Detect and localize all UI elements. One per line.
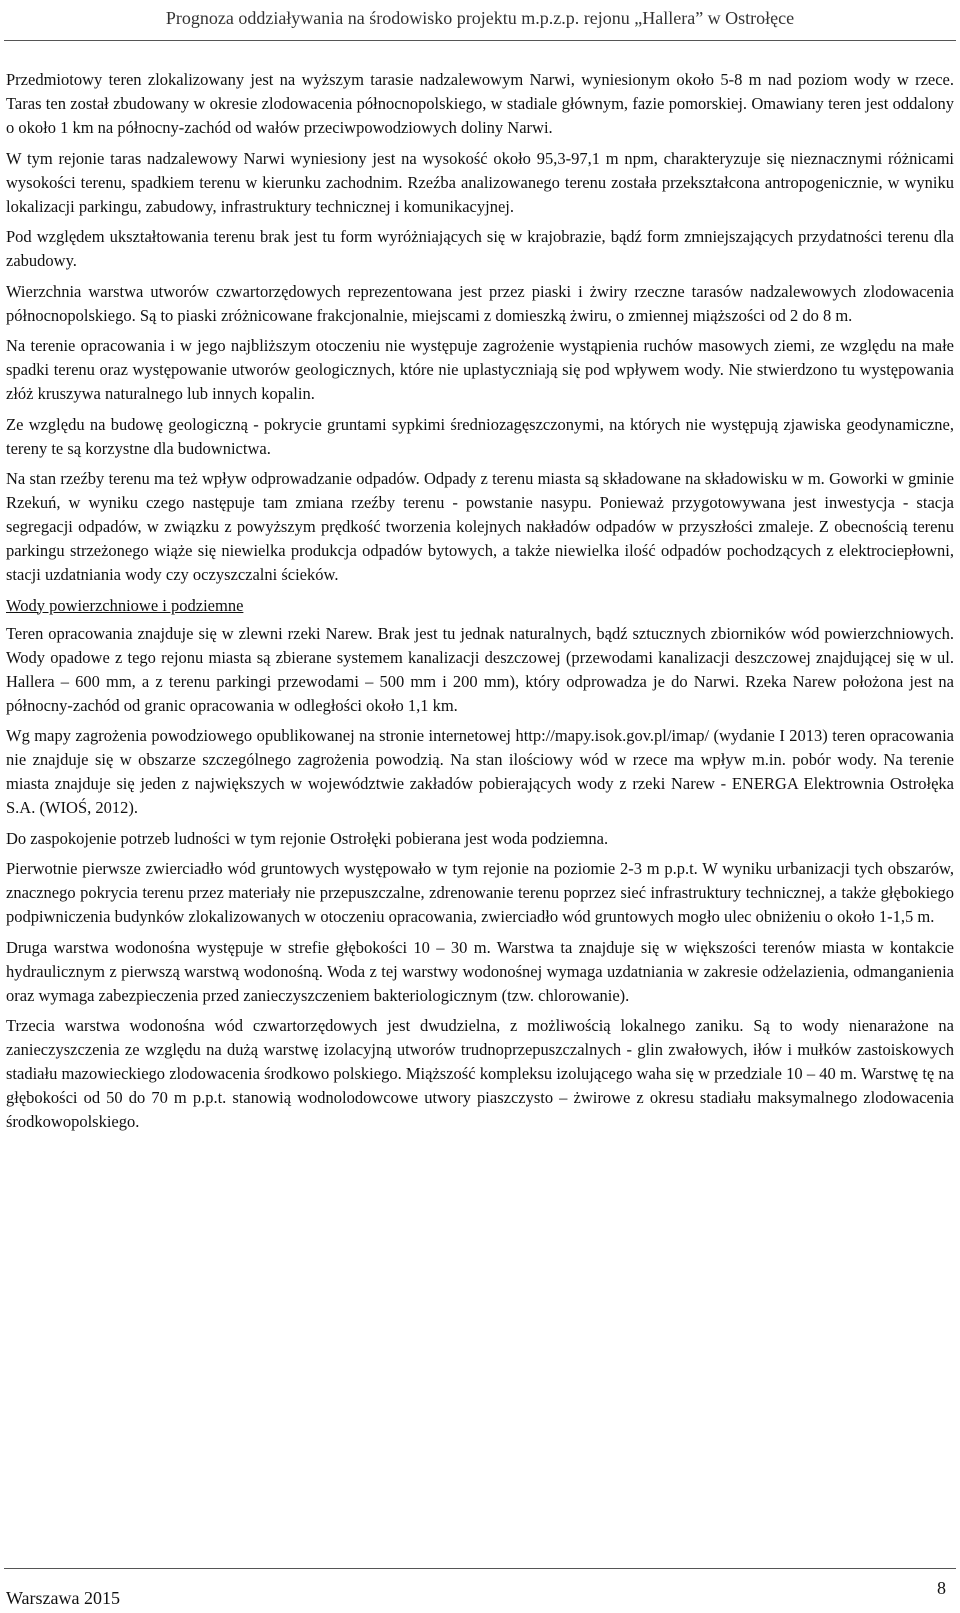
paragraph-mass-movement: Na terenie opracowania i w jego najbliższym otoczeniu nie występuje zagrożenie wystąpienia ruchów masowych ziemi, ze względu na małe spadki terenu oraz występowanie utworów geologicznych, które nie uplastyczniają się pod wpływem wody. Nie stwierdzono tu występowania złóż kruszywa naturalnego lub innych kopalin. (6, 336, 954, 403)
footer-divider (4, 1568, 956, 1569)
paragraph-third-aquifer: Trzecia warstwa wodonośna wód czwartorzędowych jest dwudzielna, z możliwością lokalnego zaniku. Są to wody nienarażone na zanieczyszczenia ze względu na dużą warstwę izolacyjną utworów trudnoprzepuszczalnych - glin zwałowych, iłów i mułków zastoiskowych stadiału mazowieckiego zlodowacenia środkowo polskiego. Miąższość kompleksu izolującego waha się w przedziale 10 – 40 m. Warstwę tę na głębokości od 50 do 70 m p.p.t. stanowią wodnolodowcowe utwory piaszczysto – żwirowe z okresu stadiału maksymalnego zlodowacenia środkowopolskiego. (6, 1016, 954, 1131)
paragraph-geology-construction: Ze względu na budowę geologiczną - pokrycie gruntami sypkimi średniozagęszczonymi, na których nie występują zjawiska geodynamiczne, tereny te są korzystne dla budownictwa. (6, 414, 954, 458)
page-header (0, 0, 960, 48)
paragraph-second-aquifer: Druga warstwa wodonośna występuje w strefie głębokości 10 – 30 m. Warstwa ta znajduje się w większości terenów miasta w kontakcie hydraulicznym z pierwszą warstwą wodonośną. Woda z tej warstwy wodonośnej wymaga uzdatniania w zakresie odżelazienia, odmanganienia oraz wymaga zabezpieczenia przed zanieczyszczeniem bakteriologicznym (tzw. chlorowanie). (6, 937, 954, 1005)
paragraph-landforms: Pod względem ukształtowania terenu brak jest tu form wyróżniających się w krajobrazie, bądź form zmniejszających przydatności terenu dla zabudowy. (6, 227, 954, 270)
page-number: 8 (937, 1578, 946, 1598)
paragraph-surface-waters: Teren opracowania znajduje się w zlewni rzeki Narew. Brak jest tu jednak naturalnych, bądź sztucznych zbiorników wód powierzchniowych. Wody opadowe z tego rejonu miasta są zbierane systemem kanalizacji deszczowej (przewodami kanalizacji deszczowej znajdującej się w ul. Hallera – 600 mm, a z terenu parkingi przewodami – 500 mm i 200 mm), który odprowadza je do Narwi. Rzeka Narew położona jest na północny-zachód od granic opracowania w odległości około 1,1 km. (6, 623, 954, 715)
paragraph-waste: Na stan rzeźby terenu ma też wpływ odprowadzanie odpadów. Odpady z terenu miasta są składowane na składowisku w m. Goworki w gminie Rzekuń, w wyniku czego następuje tam zmiana rzeźby terenu - powstanie nasypu. Ponieważ przygotowywana jest inwestycja - stacja segregacji odpadów, w związku z powyższym prędkość tworzenia kolejnych nakładów odpadów w przyszłości zmaleje. Z obecnością terenu parkingu strzeżonego wiąże się niewielka produkcja odpadów bytowych, a także niewielka ilość odpadów pochodzących z elektrociepłowni, stacji uzdatniania wody czy oczyszczalni ścieków. (6, 469, 954, 584)
document-body (6, 68, 954, 1141)
footer-place-date: Warszawa 2015 (6, 1588, 121, 1608)
page-footer (0, 1568, 960, 1613)
section-heading-waters: Wody powierzchniowe i podziemne (6, 595, 244, 615)
paragraph-groundwater-supply: Do zaspokojenie potrzeb ludności w tym rejonie Ostrołęki pobierana jest woda podziemna. (6, 828, 609, 848)
paragraph-flood-map: Wg mapy zagrożenia powodziowego opublikowanej na stronie internetowej http://mapy.isok.gov.pl/imap/ (wydanie I 2013) teren opracowania nie znajduje się w obszarze szczególnego zagrożenia powodzią. Na stan ilościowy wód w rzece ma wpływ m.in. pobór wody. Na terenie miasta znajduje się jeden z największych w województwie zakładów pobierających wody z rzeki Narew - ENERGA Elektrownia Ostrołęka S.A. (WIOŚ, 2012). (6, 726, 954, 817)
header-title: Prognoza oddziaływania na środowisko projektu m.p.z.p. rejonu „Hallera” w Ostrołęce (165, 8, 795, 28)
paragraph-terrace-location: Przedmiotowy teren zlokalizowany jest na wyższym tarasie nadzalewowym Narwi, wyniesionym około 5-8 m nad poziom wody w rzece. Taras ten został zbudowany w okresie zlodowacenia północnopolskiego, w stadiale głównym, fazie pomorskiej. Omawiany teren jest oddalony o około 1 km na północny-zachód od wałów przeciwpowodziowych doliny Narwi. (6, 70, 954, 137)
header-divider (4, 40, 956, 41)
paragraph-terrace-elevation: W tym rejonie taras nadzalewowy Narwi wyniesiony jest na wysokość około 95,3-97,1 m npm, charakteryzuje się nieznacznymi różnicami wysokości terenu, spadkiem terenu w kierunku zachodnim. Rzeźba analizowanego terenu została przekształcona antropogenicznie, w wyniku lokalizacji parkingu, zabudowy, infrastruktury technicznej i komunikacyjnej. (6, 148, 954, 216)
paragraph-first-aquifer: Pierwotnie pierwsze zwierciadło wód gruntowych występowało w tym rejonie na poziomie 2-3 m p.p.t. W wyniku urbanizacji tych obszarów, znacznego pokrycia terenu przez materiały nie przepuszczalne, zdrenowanie terenu poprzez sieć infrastruktury technicznej, a także głębokiego podpiwniczenia budynków zlokalizowanych w otoczeniu opracowania, zwierciadło wód gruntowych mogło ulec obniżeniu o około 1-1,5 m. (6, 859, 954, 926)
paragraph-quaternary-layer: Wierzchnia warstwa utworów czwartorzędowych reprezentowana jest przez piaski i żwiry rzeczne tarasów nadzalewowych zlodowacenia północnopolskiego. Są to piaski zróżnicowane frakcjonalnie, miejscami z domieszką żwiru, o zmiennej miąższości od 2 do 8 m. (6, 281, 954, 325)
